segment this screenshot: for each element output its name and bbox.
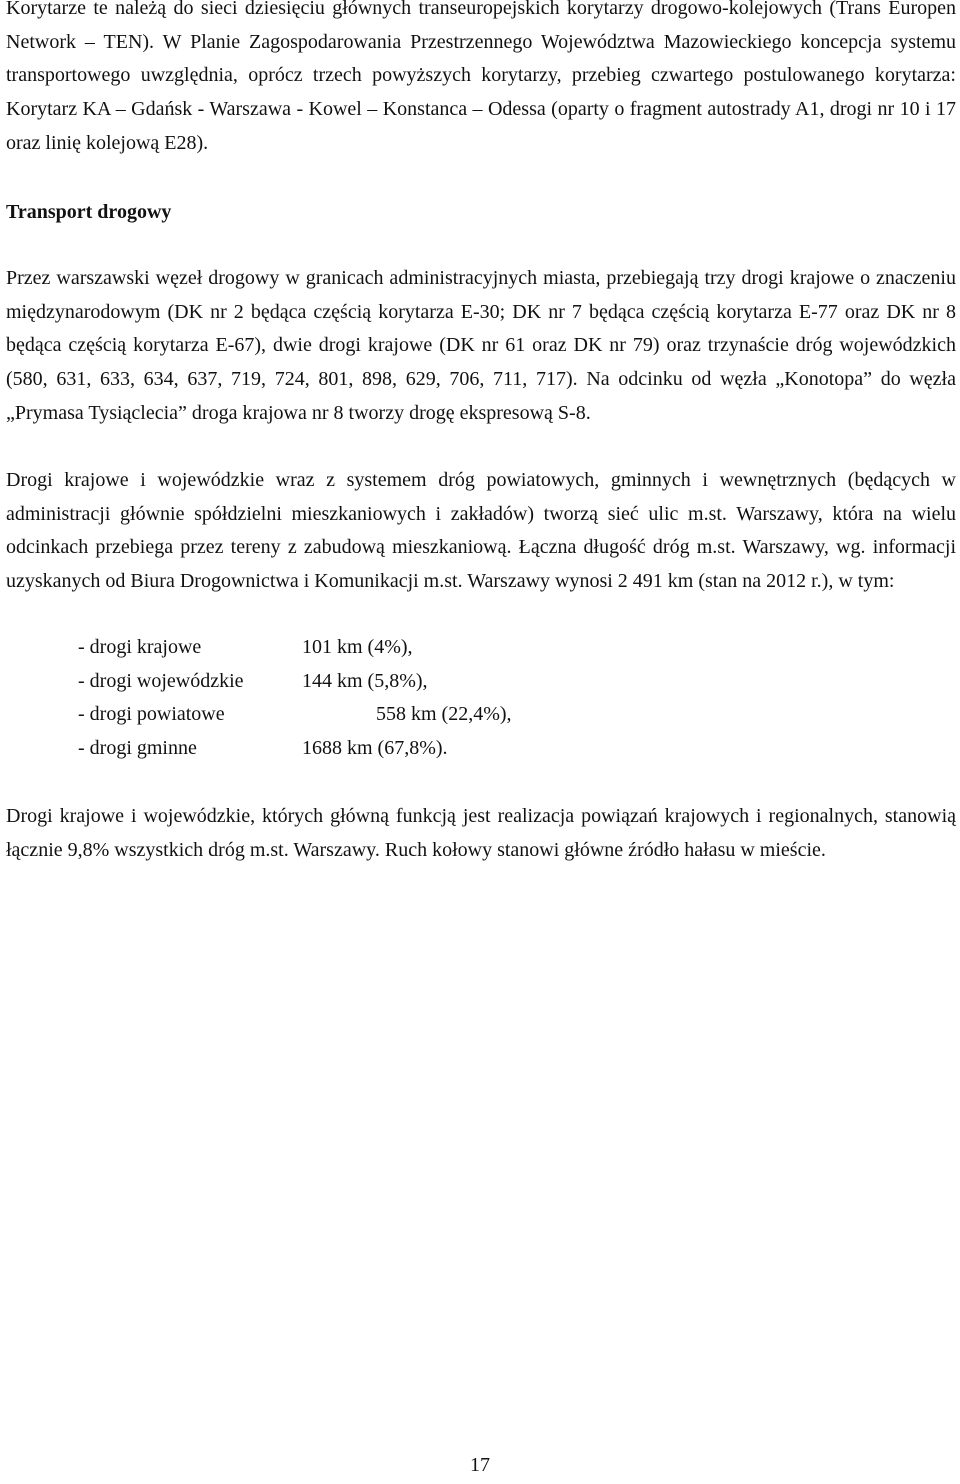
road-length-list	[78, 631, 678, 766]
road-length-paragraph: Drogi krajowe i wojewódzkie wraz z systemem dróg powiatowych, gminnych i wewnętrznych (będących w administracji głównie spółdzielni mieszkaniowych i zakładów) tworzą sieć ulic m.st. Warszawy, która na wielu odcinkach przebiega przez tereny z zabudową mieszkaniową. Łączna długość dróg m.st. Warszawy, wg. informacji uzyskanych od Biura Drogownictwa i Komunikacji m.st. Warszawy wynosi 2 491 km (stan na 2012 r.), w tym:	[6, 469, 956, 593]
list-item	[78, 732, 678, 766]
road-length-value: 558 km (22,4%),	[376, 703, 512, 726]
list-item	[78, 631, 678, 665]
road-type-label: - drogi powiatowe	[78, 703, 225, 726]
page-number: 17	[470, 1454, 490, 1476]
list-item	[78, 665, 678, 699]
list-item	[78, 698, 678, 732]
road-type-label: - drogi krajowe	[78, 636, 202, 658]
road-length-value: 1688 km (67,8%).	[302, 737, 448, 760]
section-heading: Transport drogowy	[6, 201, 172, 223]
road-length-value: 144 km (5,8%),	[302, 669, 428, 692]
road-network-paragraph: Przez warszawski węzeł drogowy w granicach administracyjnych miasta, przebiegają trzy drogi krajowe o znaczeniu międzynarodowym (DK nr 2 będąca częścią korytarza E-30; DK nr 7 będąca częścią korytarza E-77 oraz DK nr 8 będąca częścią korytarza E-67), dwie drogi krajowe (DK nr 61 oraz DK nr 79) oraz trzynaście dróg wojewódzkich (580, 631, 633, 634, 637, 719, 724, 801, 898, 629, 706, 711, 717). Na odcinku od węzła „Konotopa” do węzła „Prymasa Tysiąclecia” droga krajowa nr 8 tworzy drogę ekspresową S-8.	[6, 267, 956, 424]
road-type-label: - drogi wojewódzkie	[78, 669, 244, 692]
intro-paragraph: Korytarze te należą do sieci dziesięciu głównych transeuropejskich korytarzy drogowo-kolejowych (Trans Europen Network – TEN). W Planie Zagospodarowania Przestrzennego Województwa Mazowieckiego koncepcja systemu transportowego uwzględnia, oprócz trzech powyższych korytarzy, przebieg czwartego postulowanego korytarza: Korytarz KA – Gdańsk - Warszawa - Kowel – Konstanca – Odessa (oparty o fragment autostrady A1, drogi nr 10 i 17 oraz linię kolejową E28).	[6, 0, 956, 154]
road-function-paragraph: Drogi krajowe i wojewódzkie, których główną funkcją jest realizacja powiązań krajowych i regionalnych, stanowią łącznie 9,8% wszystkich dróg m.st. Warszawy. Ruch kołowy stanowi główne źródło hałasu w mieście.	[6, 805, 956, 861]
road-length-value: 101 km (4%),	[302, 636, 413, 658]
road-type-label: - drogi gminne	[78, 737, 197, 760]
